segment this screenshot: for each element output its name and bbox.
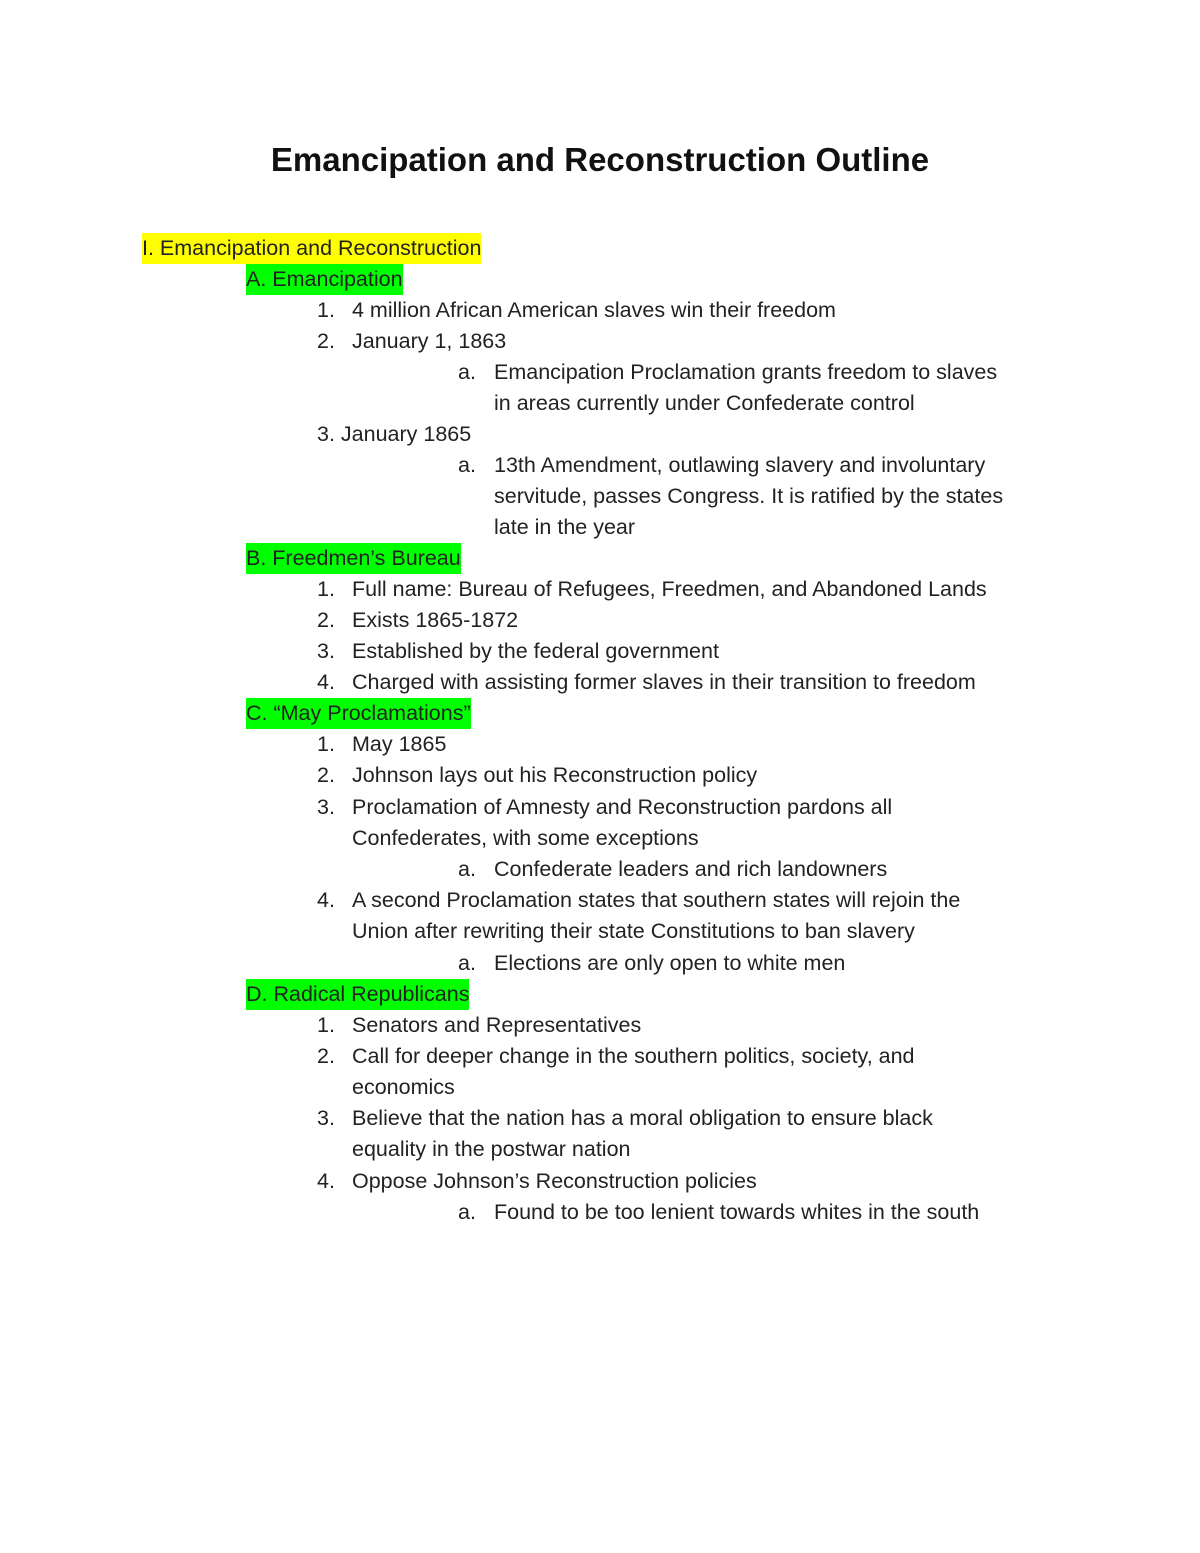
list-marker: a. [458,1200,476,1224]
list-marker: 1. [317,732,335,756]
list-item: Full name: Bureau of Refugees, Freedmen, and Abandoned Lands [352,577,987,601]
list-marker: 1. [317,1013,335,1037]
list-marker: 2. [317,1044,335,1068]
subsection-heading-a: A. Emancipation [246,264,403,295]
list-marker: a. [458,360,476,384]
list-item: 3. January 1865 [317,422,472,446]
page-title: Emancipation and Reconstruction Outline [270,141,930,178]
subsection-heading-c: C. “May Proclamations” [246,698,471,729]
list-item: Call for deeper change in the southern politics, society, and [352,1044,915,1068]
list-marker: 2. [317,763,335,787]
list-item-continuation: in areas currently under Confederate control [494,391,915,415]
list-item: Confederate leaders and rich landowners [494,857,888,881]
list-marker: 4. [317,888,335,912]
list-item: January 1, 1863 [352,329,507,353]
list-item: Found to be too lenient towards whites in the south [494,1200,980,1224]
list-item: Exists 1865-1872 [352,608,519,632]
list-item-continuation: late in the year [494,515,636,539]
subsection-heading-d: D. Radical Republicans [246,979,469,1010]
list-item: A second Proclamation states that southern states will rejoin the [352,888,961,912]
list-item: May 1865 [352,732,447,756]
list-marker: a. [458,857,476,881]
list-marker: 1. [317,298,335,322]
list-item: Believe that the nation has a moral obligation to ensure black [352,1106,933,1130]
list-item: Charged with assisting former slaves in their transition to freedom [352,670,976,694]
list-item: Emancipation Proclamation grants freedom to slaves [494,360,998,384]
list-item: Established by the federal government [352,639,719,663]
list-marker: 3. [317,1106,335,1130]
list-item: Proclamation of Amnesty and Reconstruction pardons all [352,795,893,819]
list-item: Oppose Johnson’s Reconstruction policies [352,1169,757,1193]
list-item: Johnson lays out his Reconstruction policy [352,763,758,787]
list-item-continuation: servitude, passes Congress. It is ratified by the states [494,484,1004,508]
list-marker: a. [458,951,476,975]
list-marker: 4. [317,1169,335,1193]
list-item-continuation: equality in the postwar nation [352,1137,631,1161]
subsection-heading-b: B. Freedmen’s Bureau [246,543,461,574]
section-heading: I. Emancipation and Reconstruction [142,233,481,264]
list-item-continuation: economics [352,1075,455,1099]
list-marker: 3. [317,795,335,819]
list-item: 13th Amendment, outlawing slavery and involuntary [494,453,986,477]
list-marker: 1. [317,577,335,601]
list-item-continuation: Confederates, with some exceptions [352,826,699,850]
list-item: Elections are only open to white men [494,951,846,975]
list-marker: 2. [317,329,335,353]
list-marker: 3. [317,639,335,663]
list-marker: 2. [317,608,335,632]
list-item: Senators and Representatives [352,1013,642,1037]
list-marker: a. [458,453,476,477]
list-marker: 4. [317,670,335,694]
list-item: 4 million African American slaves win their freedom [352,298,836,322]
list-item-continuation: Union after rewriting their state Constitutions to ban slavery [352,919,915,943]
